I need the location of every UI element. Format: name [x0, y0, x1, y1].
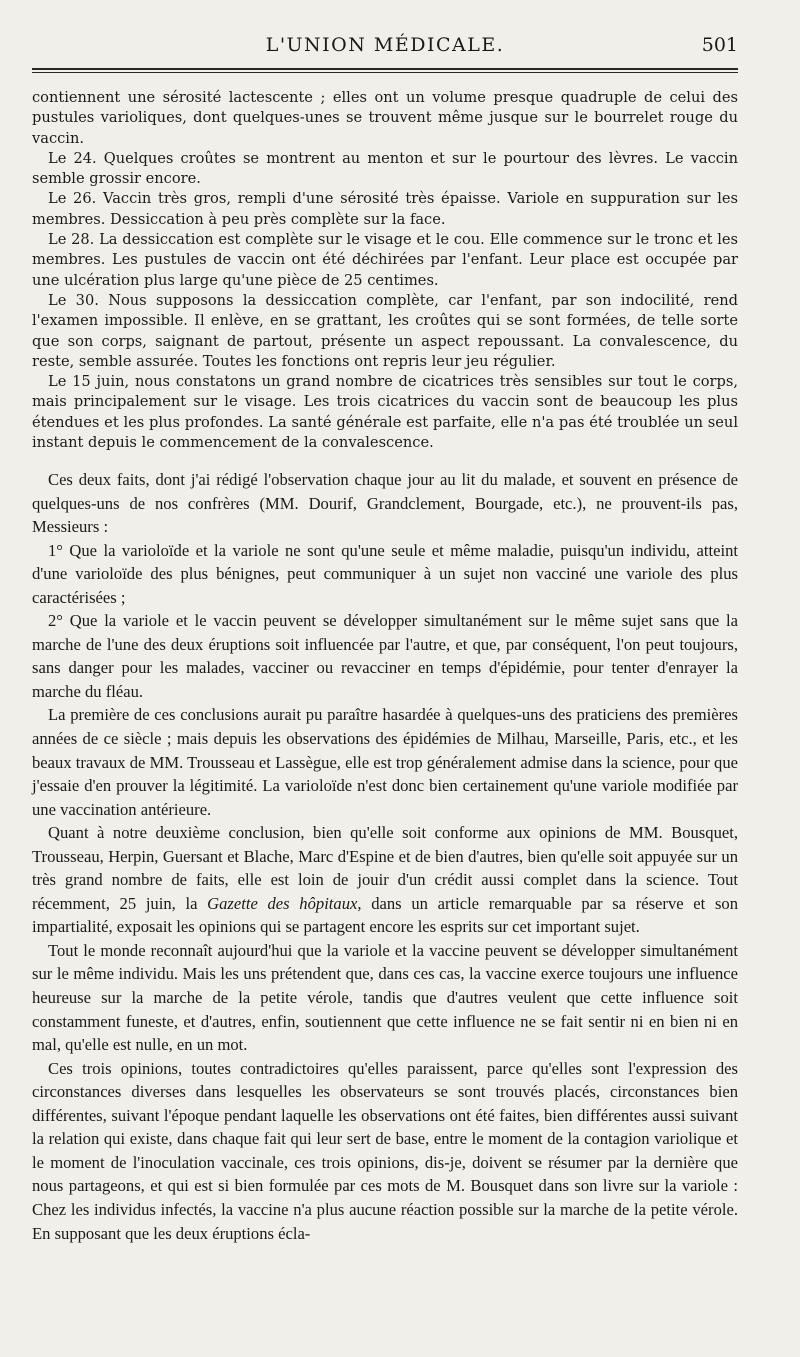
observation-paragraph: Le 24. Quelques croûtes se montrent au menton et sur le pourtour des lèvres. Le vaccin semble grossir encore. — [32, 149, 738, 188]
page-header — [32, 30, 738, 64]
body-paragraph: 1° Que la varioloïde et la variole ne sont qu'une seule et même maladie, puisqu'un individu, atteint d'une varioloïde des plus bénignes, peut communiquer à un sujet non vacciné une variole des plus caractérisées ; — [32, 540, 738, 607]
journal-title: Gazette des hôpitaux, — [207, 893, 362, 913]
observation-paragraph: Le 26. Vaccin très gros, rempli d'une sérosité très épaisse. Variole en suppuration sur les membres. Dessiccation à peu près complète sur la face. — [32, 190, 738, 228]
body-paragraph: 2° Que la variole et le vaccin peuvent se développer simultanément sur le même sujet sans que la marche de l'une des deux éruptions soit influencée par l'autre, et que, par conséquent, l'on peut toujours, sans danger pour les malades, vacciner ou revacciner en temps d'épidémie, pour tenter d'enrayer la marche du fléau. — [32, 611, 738, 701]
page-number: 501 — [701, 34, 738, 56]
document-page — [32, 30, 738, 1340]
main-text — [32, 468, 738, 1245]
observation-paragraph: Le 28. La dessiccation est complète sur le visage et le cou. Elle commence sur le tronc et les membres. Les pustules de vaccin ont été déchirées par l'enfant. Leur place est occupée par une ulcération plus large qu'une pièce de 25 centimes. — [32, 231, 738, 289]
body-paragraph: Ces deux faits, dont j'ai rédigé l'observation chaque jour au lit du malade, et souvent en présence de quelques-uns de nos confrères (MM. Dourif, Grandclement, Bourgade, etc.), ne prouvent-ils pas, Messieurs : — [32, 470, 738, 537]
header-rule — [32, 68, 738, 70]
observation-paragraph: contiennent une sérosité lactescente ; elles ont un volume presque quadruple de celui des pustules varioliques, dont quelques-unes se trouvent même jusque sur le bourrelet rouge du vaccin. — [32, 89, 738, 147]
running-title: L'UNION MÉDICALE. — [265, 34, 505, 56]
observation-paragraph: Le 30. Nous supposons la dessiccation complète, car l'enfant, par son indocilité, rend l'examen impossible. Il enlève, en se grattant, les croûtes qui se sont formées, de telle sorte que son corps, saignant de partout, présente un aspect repoussant. La convalescence, du reste, semble assurée. Toutes les fonctions ont repris leur jeu régulier. — [32, 291, 738, 370]
body-paragraph — [32, 821, 738, 939]
body-paragraph: La première de ces conclusions aurait pu paraître hasardée à quelques-uns des praticiens des premières années de ce siècle ; mais depuis les observations des épidémies de Milhau, Marseille, Paris, etc., et les beaux travaux de MM. Trousseau et Lassègue, elle est trop généralement admise dans la science, pour que j'essaie d'en prouver la légitimité. La varioloïde n'est donc bien certainement qu'une variole modifiée par une vaccination antérieure. — [32, 705, 738, 819]
body-paragraph: Tout le monde reconnaît aujourd'hui que la variole et la vaccine peuvent se développer simultanément sur le même individu. Mais les uns prétendent que, dans ces cas, la vaccine exerce toujours une influence heureuse sur la marche de la petite vérole, tandis que d'autres veulent que cette influence soit constamment funeste, et d'autres, enfin, soutiennent que cette influence ne se fait sentir ni en bien ni en mal, qu'elle est nulle, en un mot. — [32, 940, 738, 1055]
observation-paragraph: Le 15 juin, nous constatons un grand nombre de cicatrices très sensibles sur tout le corps, mais principalement sur le visage. Les trois cicatrices du vaccin sont de beaucoup les plus étendues et les plus profondes. La santé générale est parfaite, elle n'a pas été troublée un seul instant depuis le commencement de la convalescence. — [32, 373, 738, 452]
body-text: Quant à notre deuxième conclusion, bien qu'elle soit conforme aux opinions de MM. Bousquet, Trousseau, Herpin, Guersant et Blache, Marc d'Espine et de bien d'autres, bien qu'elle soit appuyée sur un très grand nombre de faits, elle est loin de jouir d'un crédit aussi complet dans la science. Tout récemment, 25 juin, la — [32, 823, 738, 913]
body-paragraph: Ces trois opinions, toutes contradictoires qu'elles paraissent, parce qu'elles sont l'expression des circonstances diverses dans lesquelles les observateurs se sont trouvés placés, circonstances bien différentes, suivant l'époque pendant laquelle les observations ont été faites, bien différentes aussi suivant la relation qui existe, dans chaque fait qui leur sert de base, entre le moment de la contagion variolique et le moment de l'inoculation vaccinale, ces trois opinions, dis-je, doivent se résumer par la dernière que nous partageons, et qui est si bien formulée par ces mots de M. Bousquet dans son livre sur la variole : Chez les individus infectés, la vaccine n'a plus aucune réaction possible sur la marche de la petite vérole. En supposant que les deux éruptions écla- — [32, 1058, 738, 1243]
observation-notes — [32, 88, 738, 453]
header-rule-thin — [32, 72, 738, 73]
body-text: dans un article remarquable par sa réserve et son impartialité, exposait les opinions qui se partagent encore les esprits sur cet important sujet. — [32, 893, 738, 937]
